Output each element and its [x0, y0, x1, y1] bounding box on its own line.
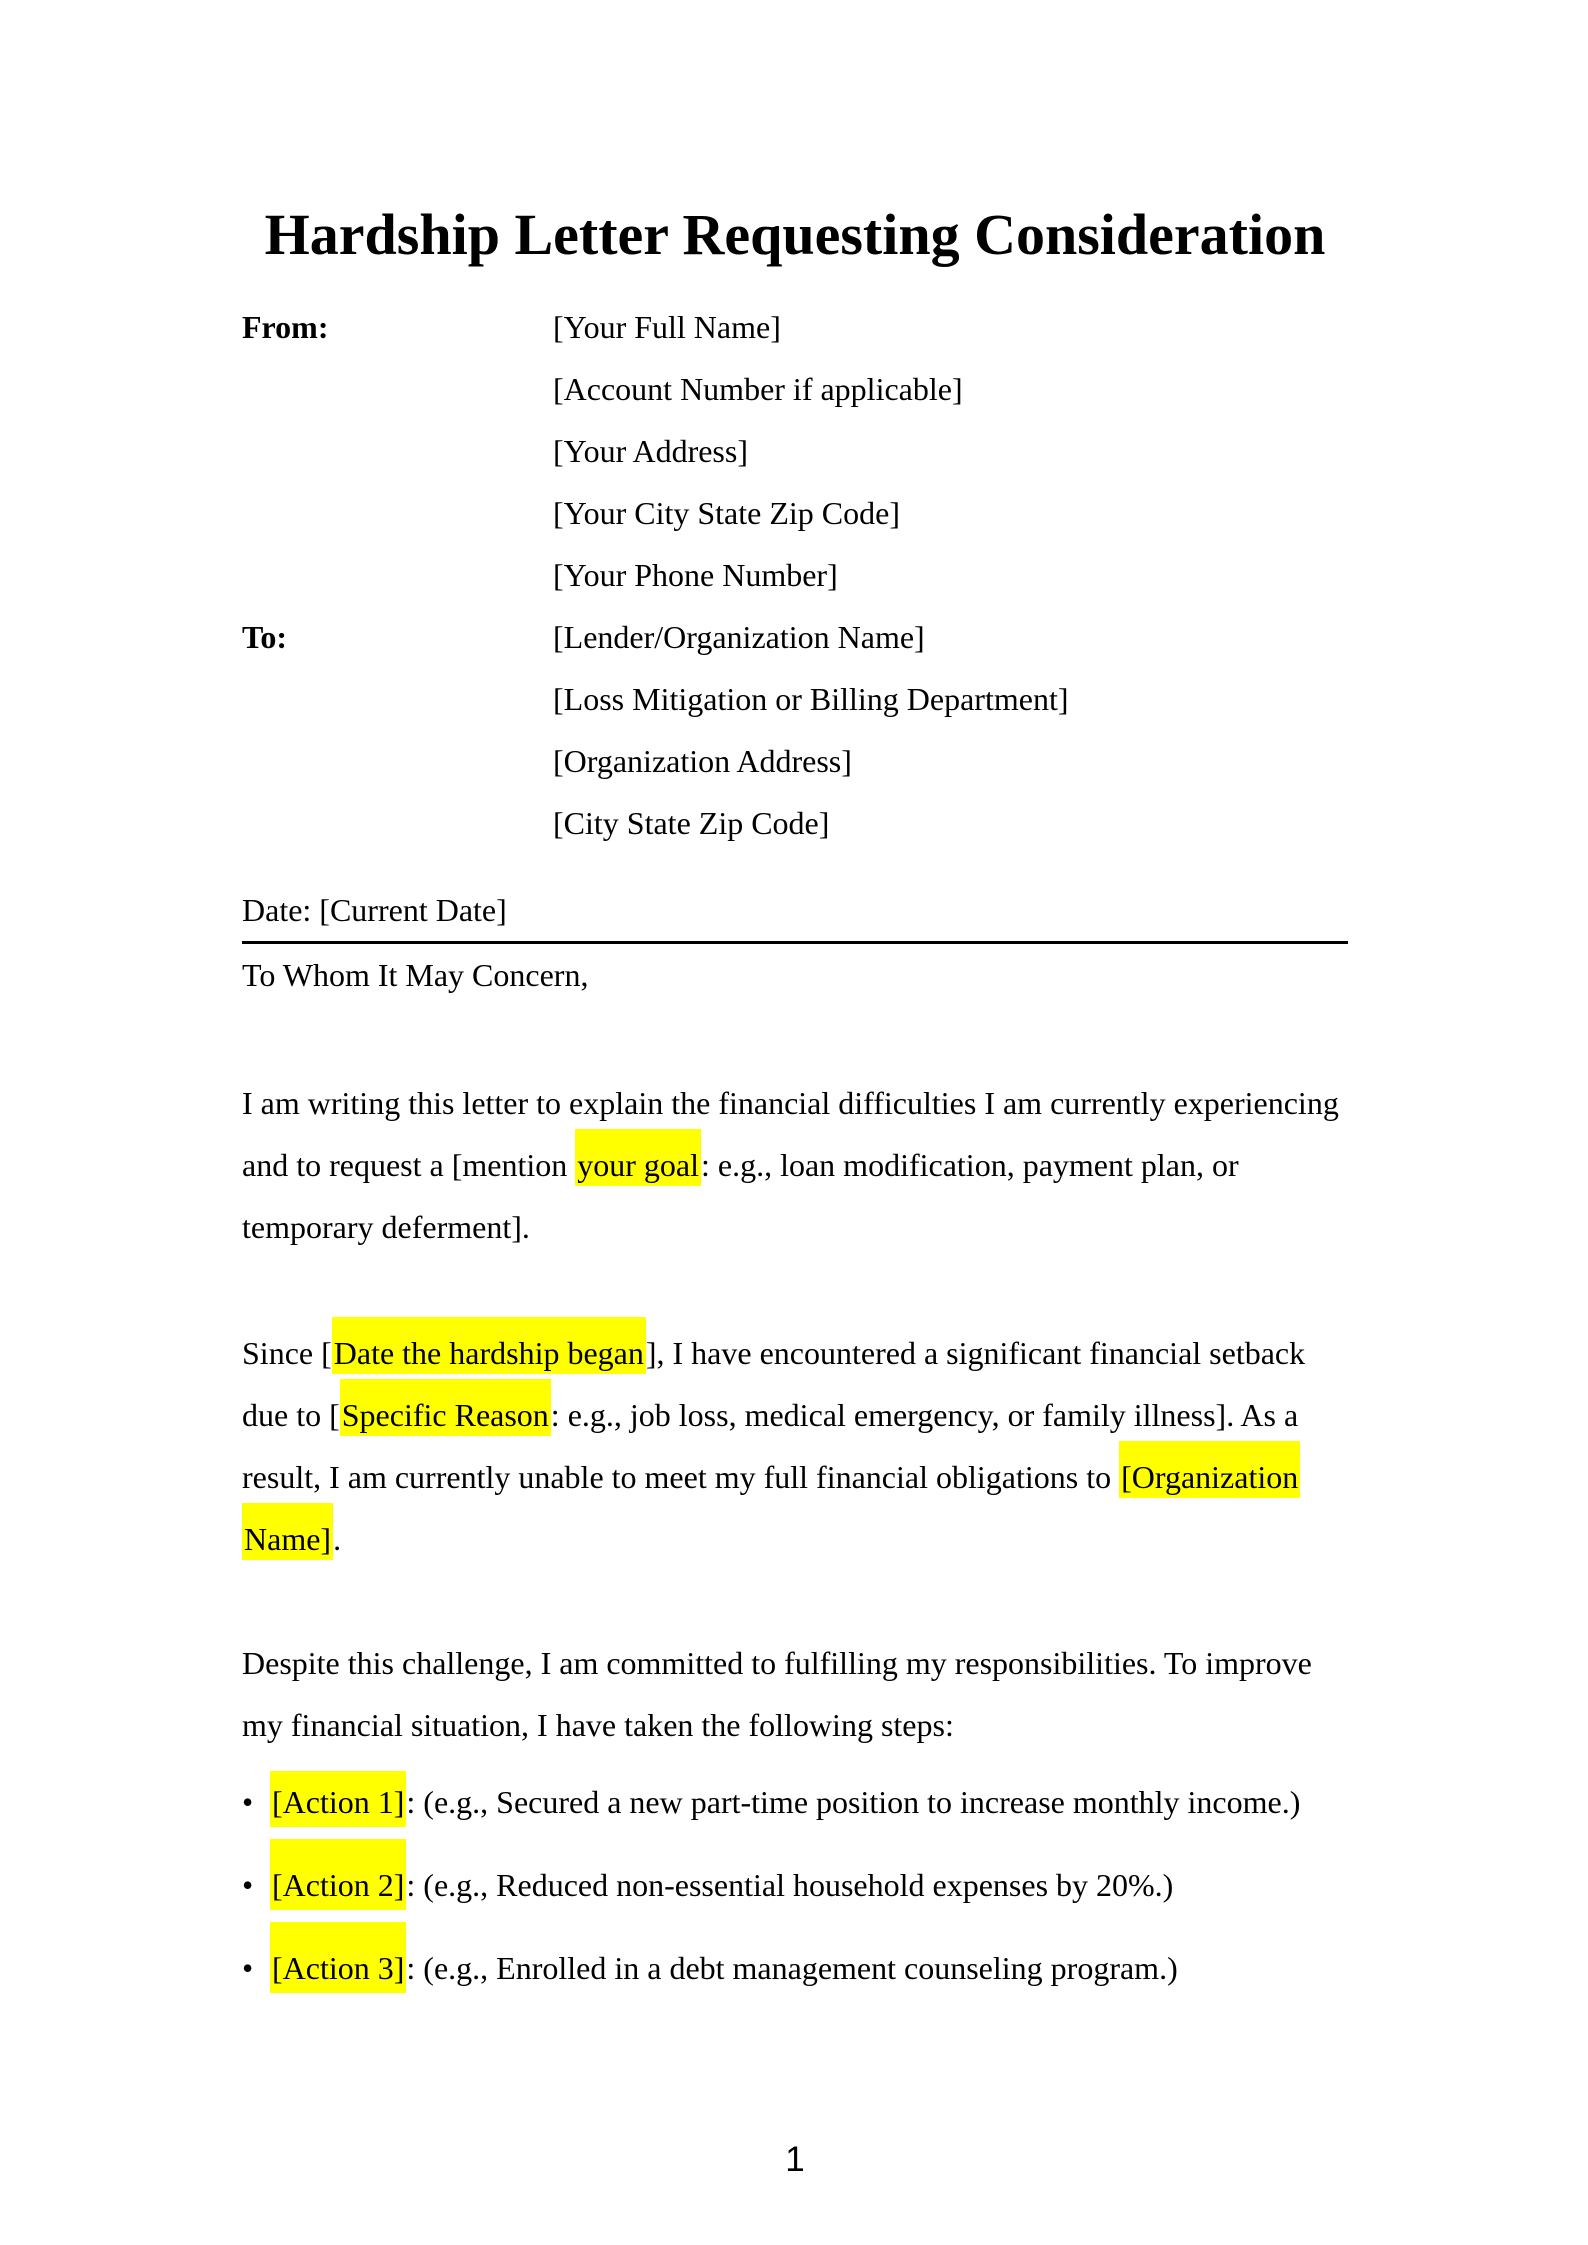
highlighted-placeholder: [Action 2] [270, 1839, 406, 1910]
bullet-item [242, 1771, 1348, 1833]
highlighted-placeholder: [Organization Name] [242, 1441, 1300, 1560]
greeting: To Whom It May Concern, [242, 957, 589, 993]
address-block [242, 296, 1348, 854]
text-run: ], I have encountered a significant financial setback due to [ [242, 1335, 1306, 1433]
from-block [242, 296, 1348, 606]
from-row [242, 544, 1348, 606]
from-row [242, 420, 1348, 482]
text-run: : (e.g., Enrolled in a debt management counseling program.) [406, 1950, 1178, 1986]
to-label [242, 668, 553, 730]
page-content [242, 0, 1348, 2180]
to-line: [City State Zip Code] [553, 805, 830, 841]
body-paragraph [242, 1322, 1348, 1570]
to-row [242, 606, 1348, 668]
from-row [242, 482, 1348, 544]
bullet-list [242, 1771, 1348, 2020]
from-row [242, 296, 1348, 358]
from-label [242, 482, 553, 544]
to-line: [Organization Address] [553, 743, 852, 779]
to-block [242, 606, 1348, 854]
from-line: [Your Phone Number] [553, 557, 838, 593]
to-row [242, 730, 1348, 792]
text-run: : (e.g., Secured a new part-time position to increase monthly income.) [406, 1784, 1301, 1820]
highlighted-placeholder: [Action 3] [270, 1922, 406, 1993]
to-row [242, 792, 1348, 854]
to-line: [Loss Mitigation or Billing Department] [553, 681, 1069, 717]
text-run: : (e.g., Reduced non-essential household expenses by 20%.) [406, 1867, 1174, 1903]
from-label [242, 358, 553, 420]
text-run: Despite this challenge, I am committed to fulfilling my responsibilities. To improve my financial situation, I have taken the following steps: [242, 1645, 1312, 1743]
letter-body [242, 1072, 1348, 1756]
from-label [242, 420, 553, 482]
page-number: 1 [785, 2140, 805, 2179]
highlighted-placeholder: Specific Reason [340, 1379, 551, 1436]
from-line: [Your Full Name] [553, 309, 781, 345]
to-row [242, 668, 1348, 730]
text-run: I am writing this letter to explain the financial difficulties I am currently experiencing and to request a [mention [242, 1085, 1339, 1183]
from-line: [Account Number if applicable] [553, 371, 963, 407]
from-line: [Your City State Zip Code] [553, 495, 900, 531]
to-line: [Lender/Organization Name] [553, 619, 925, 655]
from-line: [Your Address] [553, 433, 748, 469]
highlighted-placeholder: your goal [575, 1129, 701, 1186]
from-row [242, 358, 1348, 420]
from-label: From: [242, 309, 329, 345]
bullet-item [242, 1854, 1348, 1916]
to-label [242, 792, 553, 854]
bullet-marker: • [242, 1784, 254, 1820]
date-line: Date: [Current Date] [242, 879, 1348, 944]
text-run: Since [ [242, 1335, 332, 1371]
from-label [242, 544, 553, 606]
bullet-marker: • [242, 1867, 254, 1903]
body-paragraph [242, 1632, 1348, 1756]
body-paragraph [242, 1072, 1348, 1258]
highlighted-placeholder: [Action 1] [270, 1771, 406, 1827]
to-label: To: [242, 619, 288, 655]
bullet-marker: • [242, 1950, 254, 1986]
bullet-item [242, 1937, 1348, 1999]
page-footer [242, 2140, 1348, 2180]
text-run: . [333, 1521, 342, 1557]
to-label [242, 730, 553, 792]
text-run: : e.g., loan modification, payment plan, or temporary deferment]. [242, 1147, 1239, 1245]
text-run: : e.g., job loss, medical emergency, or family illness]. As a result, I am currently unable to meet my full financial obligations to [242, 1397, 1299, 1495]
letter-title: Hardship Letter Requesting Consideration [264, 202, 1326, 267]
highlighted-placeholder: Date the hardship began [332, 1317, 646, 1374]
